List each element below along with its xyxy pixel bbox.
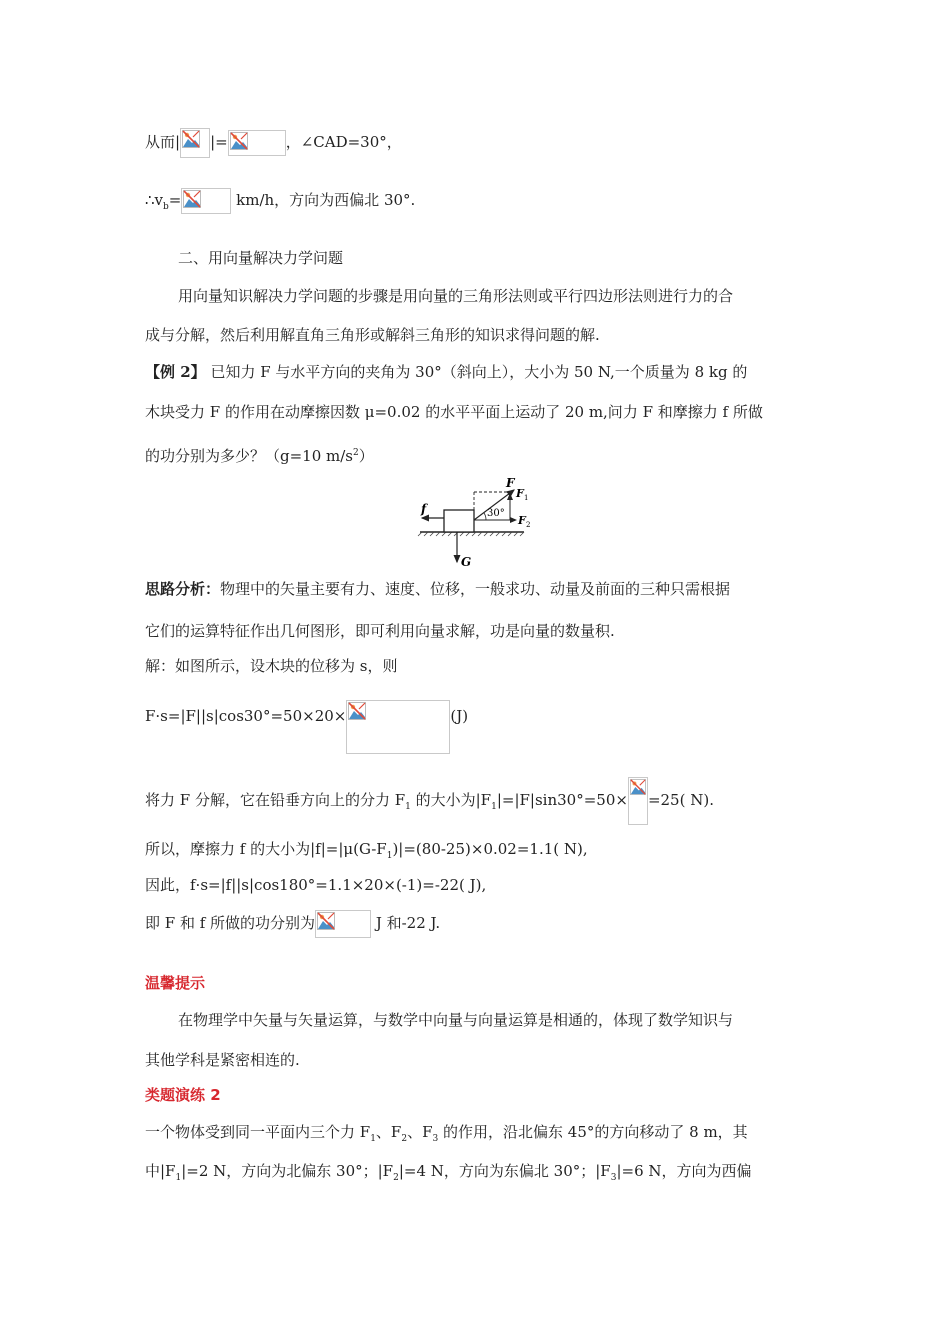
example-tag: 【例 2】: [145, 363, 206, 381]
example-line: [145, 361, 747, 383]
text: 从而|: [145, 133, 181, 151]
example-line: [145, 442, 374, 467]
text: =: [168, 191, 182, 209]
label-G: G: [461, 555, 472, 569]
subscript: 2: [401, 1134, 408, 1144]
practice-line: [145, 1160, 752, 1189]
broken-image-icon: [230, 132, 248, 150]
text: 、F: [375, 1123, 402, 1141]
text: 一个物体受到同一平面内三个力 F: [145, 1123, 371, 1141]
analysis-line: [145, 578, 730, 600]
broken-image-icon: [183, 190, 201, 208]
label-F: F: [506, 476, 515, 490]
paragraph-line: 用向量知识解决力学问题的步骤是用向量的三角形法则或平行四边形法则进行力的合: [178, 287, 734, 305]
broken-image-icon: [348, 702, 366, 720]
text: ∴v: [145, 191, 164, 209]
formula-image: [181, 188, 231, 214]
text: 的功分别为多少？（g=10 m/s: [145, 447, 354, 465]
subscript: 1: [386, 851, 393, 861]
tip-line: 在物理学中矢量与矢量运算，与数学中向量与向量运算是相通的，体现了数学知识与: [178, 1011, 734, 1029]
text: )|=(80-25)×0.02=1.1( N),: [392, 840, 588, 858]
formula-image: [315, 910, 371, 938]
superscript: 2: [353, 448, 359, 458]
text: 的作用，沿北偏东 45°的方向移动了 8 m，其: [438, 1123, 748, 1141]
text: 将力 F 分解，它在铅垂方向上的分力 F: [145, 791, 406, 809]
text: 的大小为|F: [410, 791, 492, 809]
text: 已知力 F 与水平方向的夹角为 30°（斜向上），大小为 50 N,一个质量为 8 kg 的: [205, 363, 748, 381]
subscript: 3: [610, 1173, 617, 1183]
equation-line: 因此，f·s=|f||s|cos180°=1.1×20×(-1)=-22( J),: [145, 876, 487, 894]
subscript: b: [163, 202, 169, 212]
text: ，∠CAD=30°，: [285, 133, 402, 151]
subscript: 1: [491, 802, 497, 812]
label-F2-sub: 2: [526, 521, 531, 529]
line-conclusion: [145, 128, 402, 158]
text: |=4 N，方向为东偏北 30°；|F: [398, 1162, 611, 1180]
text: F·s=|F||s|cos30°=50×20×: [145, 707, 347, 725]
subscript: 1: [405, 802, 411, 812]
broken-image-icon: [182, 130, 200, 148]
text: 、F: [407, 1123, 433, 1141]
text: 所以，摩擦力 f 的大小为|f|=|μ(G-F: [145, 840, 387, 858]
broken-image-icon: [630, 779, 646, 795]
angle-arc: [484, 513, 486, 520]
block: [444, 510, 474, 532]
text: |=2 N，方向为北偏东 30°；|F: [181, 1162, 394, 1180]
line-velocity: [145, 188, 415, 218]
formula-image: [346, 700, 450, 754]
label-angle: 30°: [487, 508, 505, 519]
equation-line: [145, 910, 440, 938]
solution-line: 解：如图所示，设木块的位移为 s，则: [145, 657, 398, 675]
label-F1-sub: 1: [524, 494, 529, 502]
text: km/h，方向为西偏北 30°.: [231, 191, 416, 209]
label-f: f: [421, 502, 427, 516]
practice-title: 类题演练 2: [145, 1086, 221, 1104]
tip-line: 其他学科是紧密相连的.: [145, 1051, 300, 1069]
label-F1: F: [516, 487, 524, 500]
analysis-line: 它们的运算特征作出几何图形，即可利用向量求解，功是向量的数量积.: [145, 622, 615, 640]
text: 中|F: [145, 1162, 176, 1180]
formula-image: [180, 128, 210, 158]
text: |=|F|sin30°=50×: [496, 791, 628, 809]
equation-line: [145, 838, 588, 867]
formula-image: [228, 130, 286, 156]
section-heading: 二、用向量解决力学问题: [178, 249, 344, 267]
text: 物理中的矢量主要有力、速度、位移，一般求功、动量及前面的三种只需根据: [220, 580, 731, 598]
text: ）: [358, 447, 374, 465]
subscript: 1: [175, 1173, 182, 1183]
paragraph-line: 成与分解，然后利用解直角三角形或解斜三角形的知识求得问题的解.: [145, 326, 600, 344]
text: |=6 N，方向为西偏: [616, 1162, 752, 1180]
practice-line: [145, 1121, 748, 1150]
text: J 和-22 J.: [371, 914, 441, 932]
subscript: 2: [393, 1173, 399, 1183]
label-F2: F: [518, 514, 526, 527]
tip-title: 温馨提示: [145, 974, 206, 992]
text: =25( N).: [647, 791, 714, 809]
equation-line: [145, 700, 468, 754]
force-diagram: [412, 474, 542, 574]
text: 即 F 和 f 所做的功分别为: [145, 914, 316, 932]
broken-image-icon: [317, 912, 335, 930]
subscript: 3: [432, 1134, 439, 1144]
example-line: 木块受力 F 的作用在动摩擦因数 μ=0.02 的水平平面上运动了 20 m,问力 F 和摩擦力 f 所做: [145, 403, 763, 421]
analysis-tag: 思路分析：: [145, 580, 221, 598]
equation-line: [145, 776, 714, 826]
text: |=: [210, 133, 228, 151]
formula-image: [628, 777, 648, 825]
text: (J): [450, 707, 469, 725]
subscript: 1: [370, 1134, 376, 1144]
